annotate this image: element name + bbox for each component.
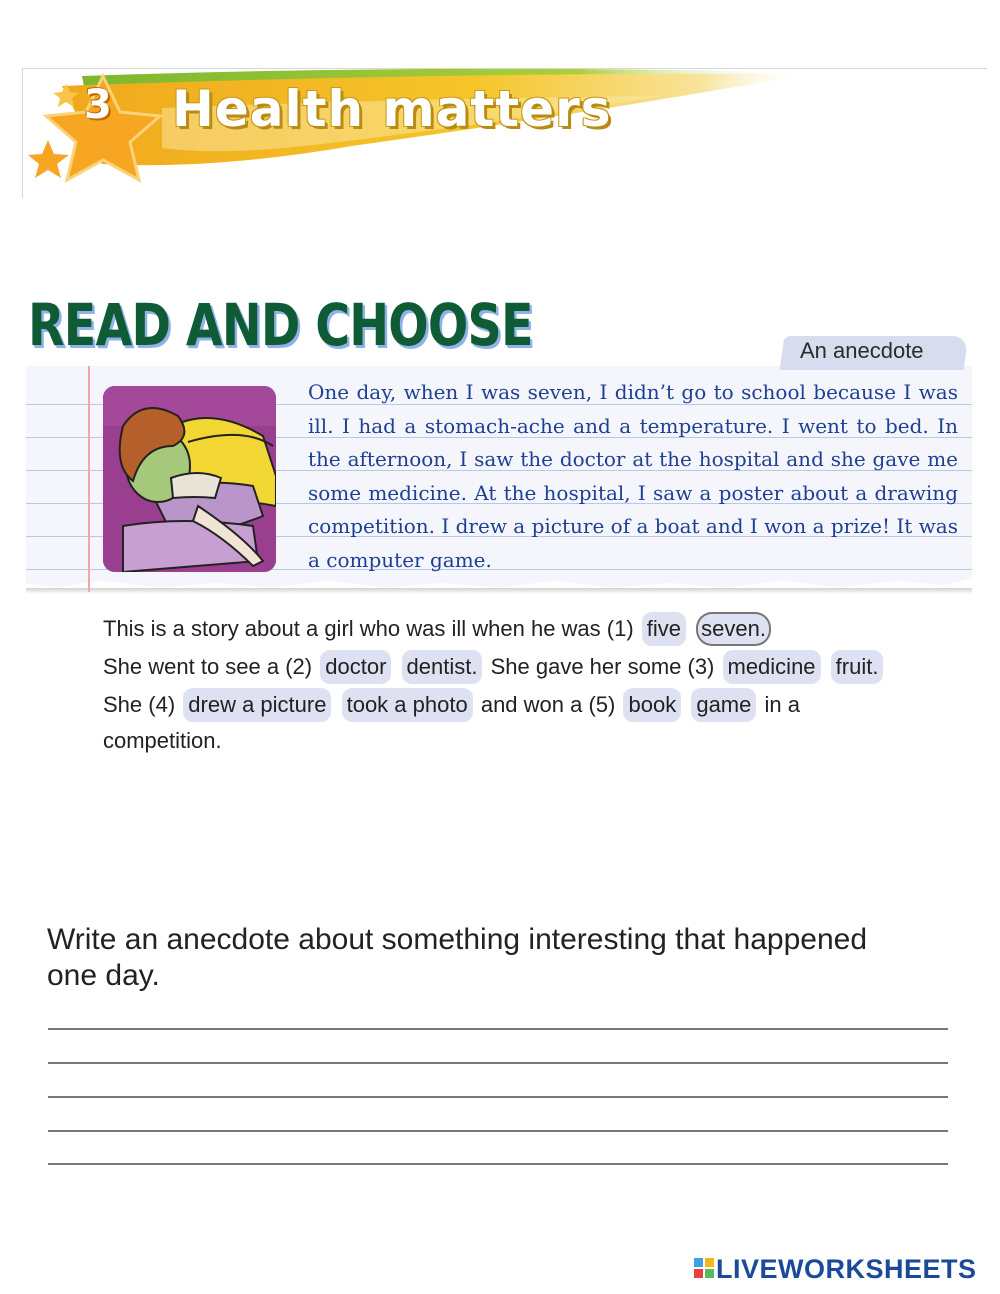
question-line-1	[103, 612, 773, 646]
answer-line[interactable]	[48, 1062, 948, 1064]
anecdote-tab-label: An anecdote	[800, 338, 924, 363]
sick-girl-illustration	[103, 386, 276, 572]
option-fruit[interactable]: fruit.	[831, 650, 884, 684]
question-text: She (4)	[103, 692, 176, 717]
page-title: Health matters	[172, 80, 612, 138]
answer-line[interactable]	[48, 1096, 948, 1098]
option-doctor[interactable]: doctor	[320, 650, 391, 684]
option-medicine[interactable]: medicine	[723, 650, 821, 684]
answer-line[interactable]	[48, 1163, 948, 1165]
question-text: competition.	[103, 728, 222, 753]
write-prompt: Write an anecdote about something interesting that happened one day.	[47, 923, 868, 992]
question-line-4	[103, 728, 222, 754]
question-line-3	[103, 688, 800, 722]
paper-shadow	[26, 588, 972, 594]
option-seven[interactable]: seven.	[696, 612, 771, 646]
question-text: in a	[764, 692, 800, 717]
answer-line[interactable]	[48, 1130, 948, 1132]
liveworksheets-logo-icon	[694, 1258, 714, 1278]
option-five[interactable]: five	[642, 612, 686, 646]
banner-frame-top	[22, 68, 987, 69]
question-line-2	[103, 650, 885, 684]
option-book[interactable]: book	[623, 688, 681, 722]
option-took-a-photo[interactable]: took a photo	[342, 688, 473, 722]
option-dentist[interactable]: dentist.	[402, 650, 483, 684]
story-paragraph: One day, when I was seven, I didn’t go to school because I was ill. I had a stomach-ache and a temperature. I went to bed. In the afternoon, I saw the doctor at the hospital and she gave me some medicine. At the hospital, I saw a poster about a drawing competition. I drew a picture of a boat and I won a prize! It was a computer game.	[308, 380, 958, 572]
question-text: She gave her some (3)	[490, 654, 715, 679]
question-text: and won a (5)	[480, 692, 616, 717]
answer-line[interactable]	[48, 1028, 948, 1030]
question-text: This is a story about a girl who was ill when he was (1)	[103, 616, 634, 641]
option-drew-a-picture[interactable]: drew a picture	[183, 688, 331, 722]
liveworksheets-logo-text: LIVEWORKSHEETS	[716, 1254, 977, 1284]
story-text-block	[308, 376, 958, 577]
paper-margin-line	[88, 366, 90, 592]
option-game[interactable]: game	[691, 688, 756, 722]
question-text: She went to see a (2)	[103, 654, 313, 679]
banner-frame-left	[22, 68, 23, 198]
sick-girl-icon	[103, 386, 276, 572]
section-heading: READ AND CHOOSE	[28, 291, 533, 359]
unit-number: 3	[84, 82, 112, 128]
